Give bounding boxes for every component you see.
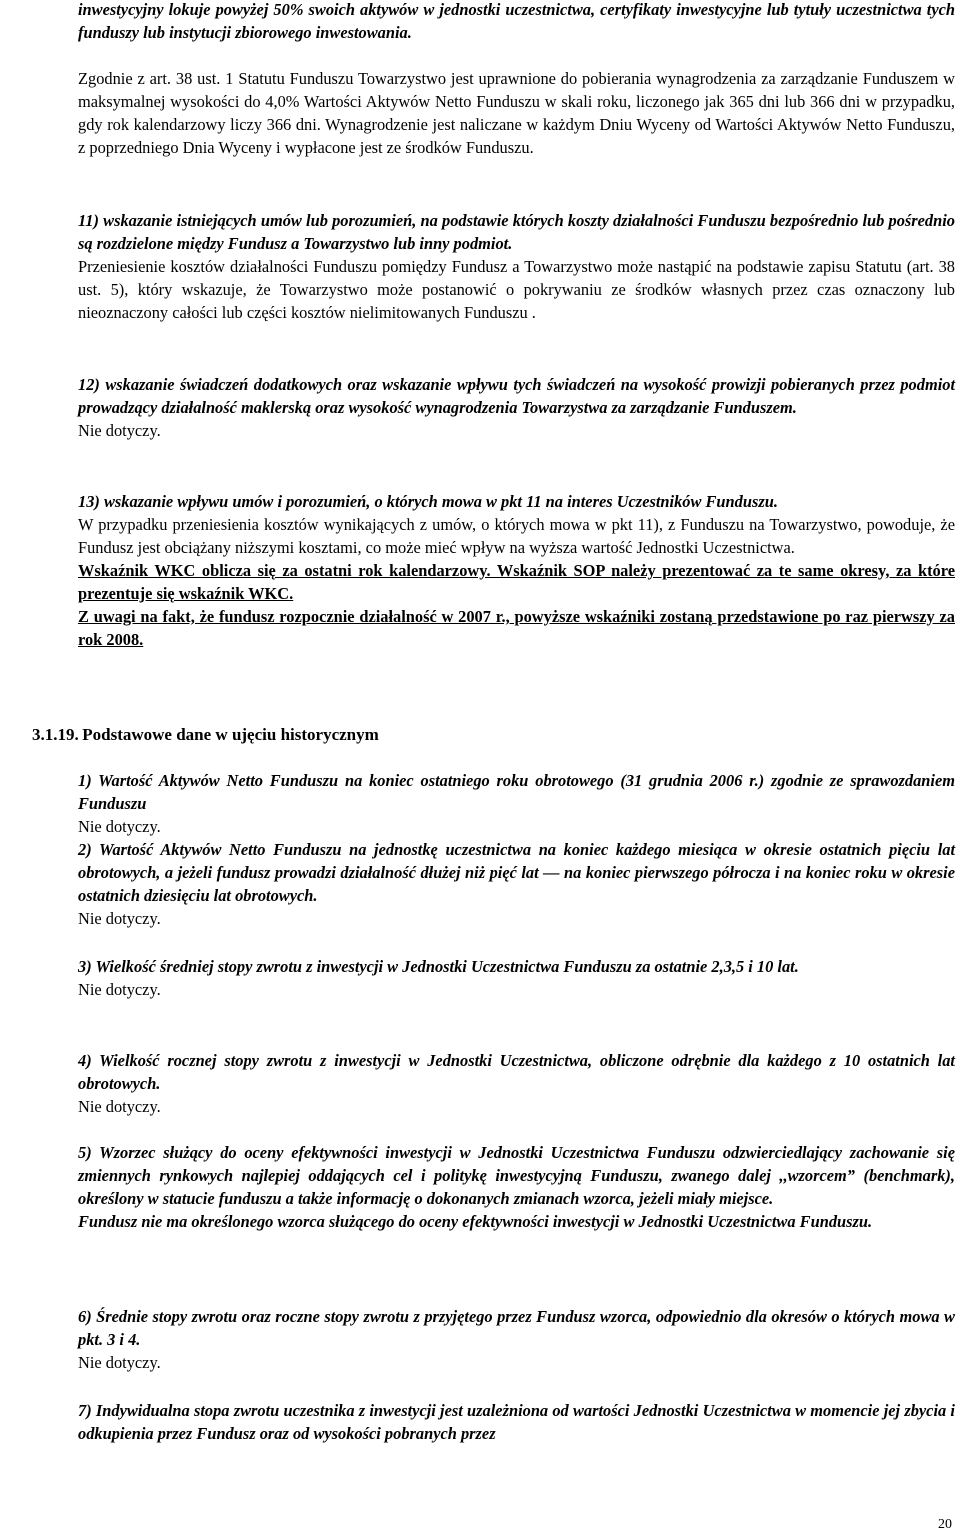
section-title: Podstawowe dane w ujęciu historycznym (82, 725, 379, 744)
item-12-title: 12) wskazanie świadczeń dodatkowych oraz wskazanie wpływu tych świadczeń na wysokość prowizji pobieranych przez podmiot prowadzący działalność maklerską oraz wysokość wynagrodzenia Towarzystwa za zarządzanie Funduszem. (78, 375, 955, 417)
historical-item-body: Nie dotyczy. (78, 817, 161, 836)
item-11 (78, 209, 955, 324)
item-13-note-2008: Z uwagi na fakt, że fundusz rozpocznie działalność w 2007 r., powyższe wskaźniki zostaną przedstawione po raz pierwszy za rok 2008. (78, 607, 955, 649)
section-number: 3.1.19. (32, 725, 79, 744)
historical-item-title: 5) Wzorzec służący do oceny efektywności inwestycji w Jednostki Uczestnictwa Funduszu odzwierciedlający zachowanie się zmiennych rynkowych najlepiej oddających cel i politykę inwestycyjną Funduszu, zwanego dalej ,,wzorcem” (benchmark), określony w statucie funduszu a także informację o dokonanych zmianach wzorca, jeżeli miały miejsce. (78, 1143, 955, 1208)
historical-item-5 (78, 1141, 955, 1233)
historical-item-body: Nie dotyczy. (78, 1353, 161, 1372)
item-11-body: Przeniesienie kosztów działalności Funduszu pomiędzy Fundusz a Towarzystwo może nastąpić na podstawie zapisu Statutu (art. 38 ust. 5), który wskazuje, że Towarzystwo może postanowić o pokrywaniu ze środków własnych przez czas oznaczony lub nieoznaczony całości lub części kosztów nielimitowanych Funduszu . (78, 257, 955, 322)
historical-item-title: 6) Średnie stopy zwrotu oraz roczne stopy zwrotu z przyjętego przez Fundusz wzorca, odpowiednio dla okresów o których mowa w pkt. 3 i 4. (78, 1307, 955, 1349)
historical-item-body: Nie dotyczy. (78, 1097, 161, 1116)
historical-item-7 (78, 1399, 955, 1445)
historical-item-body: Nie dotyczy. (78, 980, 161, 999)
top-paragraph (78, 0, 955, 44)
page-number: 20 (938, 1517, 952, 1532)
item-11-title: 11) wskazanie istniejących umów lub porozumień, na podstawie których koszty działalności Funduszu bezpośrednio lub pośrednio są rozdzielone między Fundusz a Towarzystwo lub inny podmiot. (78, 211, 955, 253)
remuneration-text: Zgodnie z art. 38 ust. 1 Statutu Funduszu Towarzystwo jest uprawnione do pobierania wynagrodzenia za zarządzanie Funduszem w maksymalnej wysokości do 4,0% Wartości Aktywów Netto Funduszu w skali roku, liczonego jak 365 dni lub 366 dni w przypadku, gdy rok kalendarzowy liczy 366 dni. Wynagrodzenie jest naliczane w każdym Dniu Wyceny od Wartości Aktywów Netto Funduszu, z poprzedniego Dnia Wyceny i wypłacone jest ze środków Funduszu. (78, 69, 955, 157)
item-13 (78, 490, 955, 651)
item-13-title: 13) wskazanie wpływu umów i porozumień, o których mowa w pkt 11 na interes Uczestników Funduszu. (78, 492, 778, 511)
historical-item-body: Nie dotyczy. (78, 909, 161, 928)
continued-text: inwestycyjny lokuje powyżej 50% swoich aktywów w jednostki uczestnictwa, certyfikaty inwestycyjne lub tytuły uczestnictwa tych funduszy lub instytucji zbiorowego inwestowania. (78, 0, 955, 42)
item-12-body: Nie dotyczy. (78, 421, 161, 440)
historical-item-title: 7) Indywidualna stopa zwrotu uczestnika z inwestycji jest uzależniona od wartości Jednostki Uczestnictwa w momencie jej zbycia i odkupienia przez Fundusz oraz od wysokości pobranych przez (78, 1401, 955, 1443)
historical-item-6 (78, 1305, 955, 1374)
section-heading (32, 723, 379, 747)
historical-item-1 (78, 769, 955, 930)
item-13-body: W przypadku przeniesienia kosztów wynikających z umów, o których mowa w pkt 11), z Funduszu na Towarzystwo, powoduje, że Fundusz jest obciążany niższymi kosztami, co może mieć wpływ na wyższa wartość Jednostki Uczestnictwa. (78, 515, 955, 557)
historical-item-title: 3) Wielkość średniej stopy zwrotu z inwestycji w Jednostki Uczestnictwa Funduszu za ostatnie 2,3,5 i 10 lat. (78, 957, 799, 976)
item-12 (78, 373, 955, 442)
remuneration-paragraph (78, 67, 955, 159)
historical-item-title: 2) Wartość Aktywów Netto Funduszu na jednostkę uczestnictwa na koniec każdego miesiąca w okresie ostatnich pięciu lat obrotowych, a jeżeli fundusz prowadzi działalność dłużej niż pięć lat — na koniec pierwszego półrocza i na koniec roku w okresie ostatnich dziesięciu lat obrotowych. (78, 840, 955, 905)
item-13-note-wkc: Wskaźnik WKC oblicza się za ostatni rok kalendarzowy. Wskaźnik SOP należy prezentować za te same okresy, za które prezentuje się wskaźnik WKC. (78, 561, 955, 603)
historical-item-4 (78, 1049, 955, 1118)
historical-item-title: 4) Wielkość rocznej stopy zwrotu z inwestycji w Jednostki Uczestnictwa, obliczone odrębnie dla każdego z 10 ostatnich lat obrotowych. (78, 1051, 955, 1093)
historical-item-3 (78, 955, 955, 1001)
historical-item-title: 1) Wartość Aktywów Netto Funduszu na koniec ostatniego roku obrotowego (31 grudnia 2006 r.) zgodnie ze sprawozdaniem Funduszu (78, 771, 955, 813)
historical-item-body: Fundusz nie ma określonego wzorca służącego do oceny efektywności inwestycji w Jednostki Uczestnictwa Funduszu. (78, 1212, 873, 1231)
